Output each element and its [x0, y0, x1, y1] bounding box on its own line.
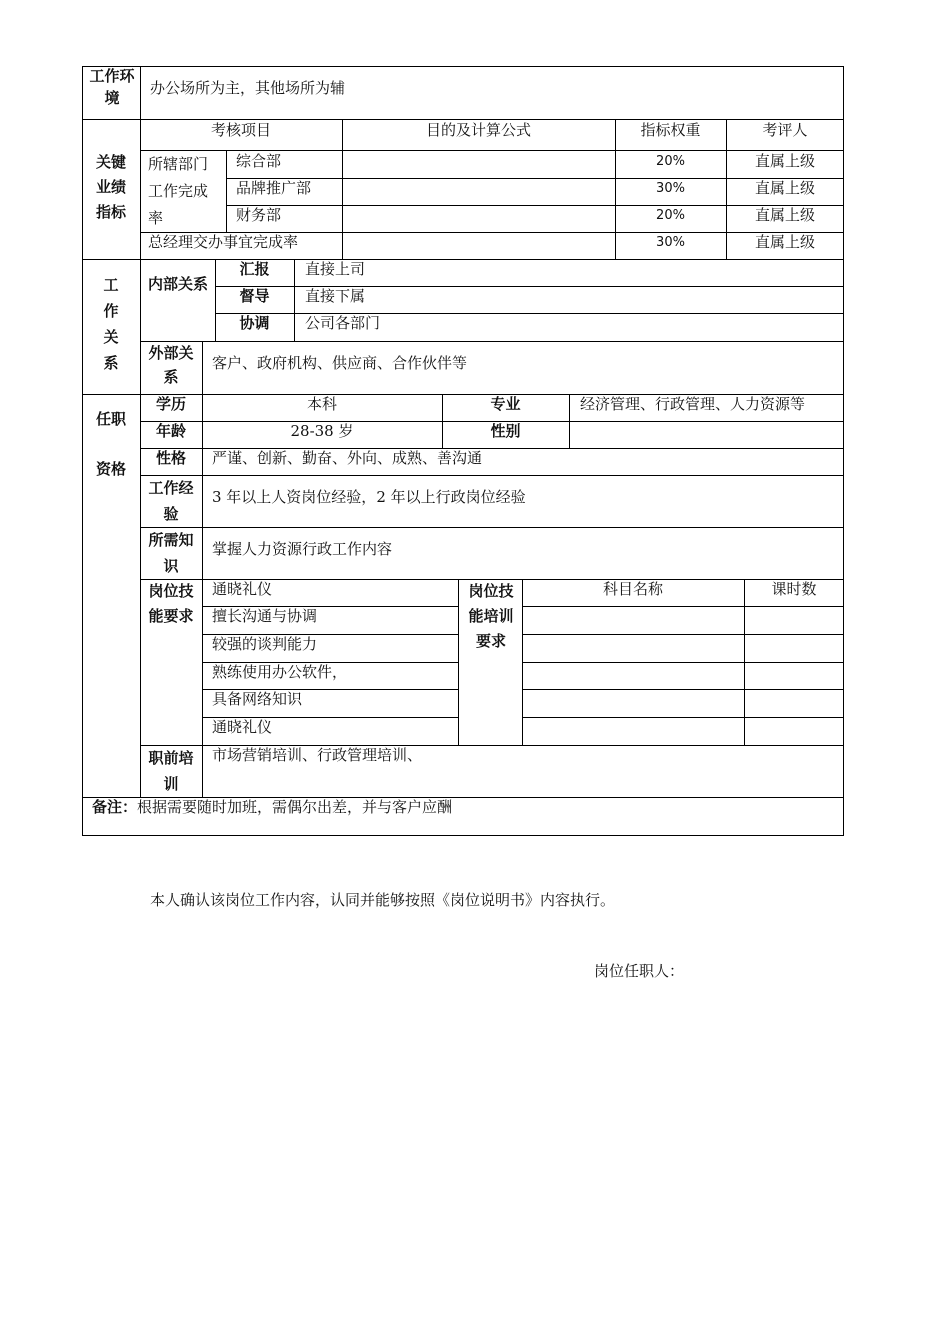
remarks [92, 797, 832, 819]
skill-item: 熟练使用办公软件， [212, 663, 348, 681]
internal-relations-label: 内部关系 [148, 275, 209, 293]
age-label: 年龄 [155, 422, 186, 440]
kpi-row-weight: 30% [656, 181, 685, 196]
training-header-subject: 科目名称 [602, 580, 663, 598]
kpi-header-evaluator: 考评人 [762, 121, 808, 139]
kpi-row-evaluator: 直属上级 [754, 206, 815, 224]
training-label: 岗位技能培训要求 [468, 582, 514, 650]
training-row-divider [522, 689, 844, 690]
kpi-row-evaluator: 直属上级 [754, 152, 815, 170]
report-label: 汇报 [239, 260, 270, 278]
education-label: 学历 [155, 395, 186, 413]
age-value: 28-38 岁 [290, 422, 354, 440]
kpi-gm-evaluator: 直属上级 [754, 233, 815, 251]
kpi-gm-weight: 30% [656, 235, 685, 250]
work-env-value: 办公场所为主，其他场所为辅 [150, 79, 346, 97]
training-row-divider [522, 717, 844, 718]
remarks-label: 备注： [92, 798, 138, 816]
skills-label: 岗位技能要求 [148, 582, 194, 625]
knowledge-value: 掌握人力资源行政工作内容 [212, 540, 393, 558]
skill-item: 擅长沟通与协调 [212, 607, 318, 625]
education-value: 本科 [306, 395, 337, 413]
qual-row-divider [140, 475, 844, 476]
knowledge-label: 所需知识 [148, 531, 194, 575]
relations-row-divider [140, 341, 844, 342]
gender-label: 性别 [490, 422, 521, 440]
skills-col-divider [458, 579, 459, 745]
signature-label: 岗位任职人： [594, 962, 685, 980]
personality-value: 严谨、创新、勤奋、外向、成熟、善沟通 [212, 449, 483, 467]
kpi-header-weight: 指标权重 [640, 121, 701, 139]
kpi-row-evaluator: 直属上级 [754, 179, 815, 197]
training-row-divider [522, 634, 844, 635]
skill-item: 较强的谈判能力 [212, 635, 318, 653]
kpi-col-divider [226, 150, 227, 232]
pre-training-label: 职前培训 [148, 749, 194, 793]
training-row-divider [522, 606, 844, 607]
kpi-label: 关键业绩指标 [95, 153, 126, 221]
external-relations-value: 客户、政府机构、供应商、合作伙伴等 [212, 354, 468, 372]
kpi-row-item: 财务部 [236, 206, 282, 224]
qual-col-divider [569, 394, 570, 448]
skill-item: 通晓礼仪 [212, 718, 273, 736]
experience-value: 3 年以上人资岗位经验，2 年以上行政岗位经验 [212, 488, 526, 506]
report-value: 直接上司 [305, 260, 366, 278]
supervise-value: 直接下属 [305, 287, 366, 305]
kpi-header-formula: 目的及计算公式 [425, 121, 531, 139]
training-row-divider [522, 662, 844, 663]
kpi-gm-item: 总经理交办事宜完成率 [148, 233, 299, 251]
kpi-row-item: 品牌推广部 [236, 179, 312, 197]
kpi-row-weight: 20% [656, 154, 685, 169]
coordinate-value: 公司各部门 [305, 314, 381, 332]
external-relations-label: 外部关系 [148, 344, 194, 386]
experience-label: 工作经验 [148, 479, 194, 523]
work-env-label: 工作环境 [89, 67, 135, 107]
relations-label: 工作关系 [103, 276, 119, 372]
remarks-value: 根据需要随时加班，需偶尔出差，并与客户应酬 [137, 798, 453, 816]
skill-item: 具备网络知识 [212, 690, 303, 708]
major-label: 专业 [490, 395, 521, 413]
qualification-label: 任职资格 [96, 410, 127, 478]
pre-training-value: 市场营销培训、行政管理培训、 [212, 746, 423, 764]
qual-row-divider [140, 527, 844, 528]
supervise-label: 督导 [239, 287, 270, 305]
coordinate-label: 协调 [239, 314, 270, 332]
kpi-row-item: 综合部 [236, 152, 282, 170]
kpi-group-label: 所辖部门工作完成率 [148, 155, 209, 227]
training-header-hours: 课时数 [771, 580, 817, 598]
relations-col-divider [294, 259, 295, 341]
kpi-row-weight: 20% [656, 208, 685, 223]
major-value: 经济管理、行政管理、人力资源等 [580, 395, 806, 413]
kpi-header-item: 考核项目 [210, 121, 271, 139]
skill-item: 通晓礼仪 [212, 580, 273, 598]
personality-label: 性格 [155, 449, 186, 467]
confirmation-statement: 本人确认该岗位工作内容，认同并能够按照《岗位说明书》内容执行。 [150, 891, 616, 909]
